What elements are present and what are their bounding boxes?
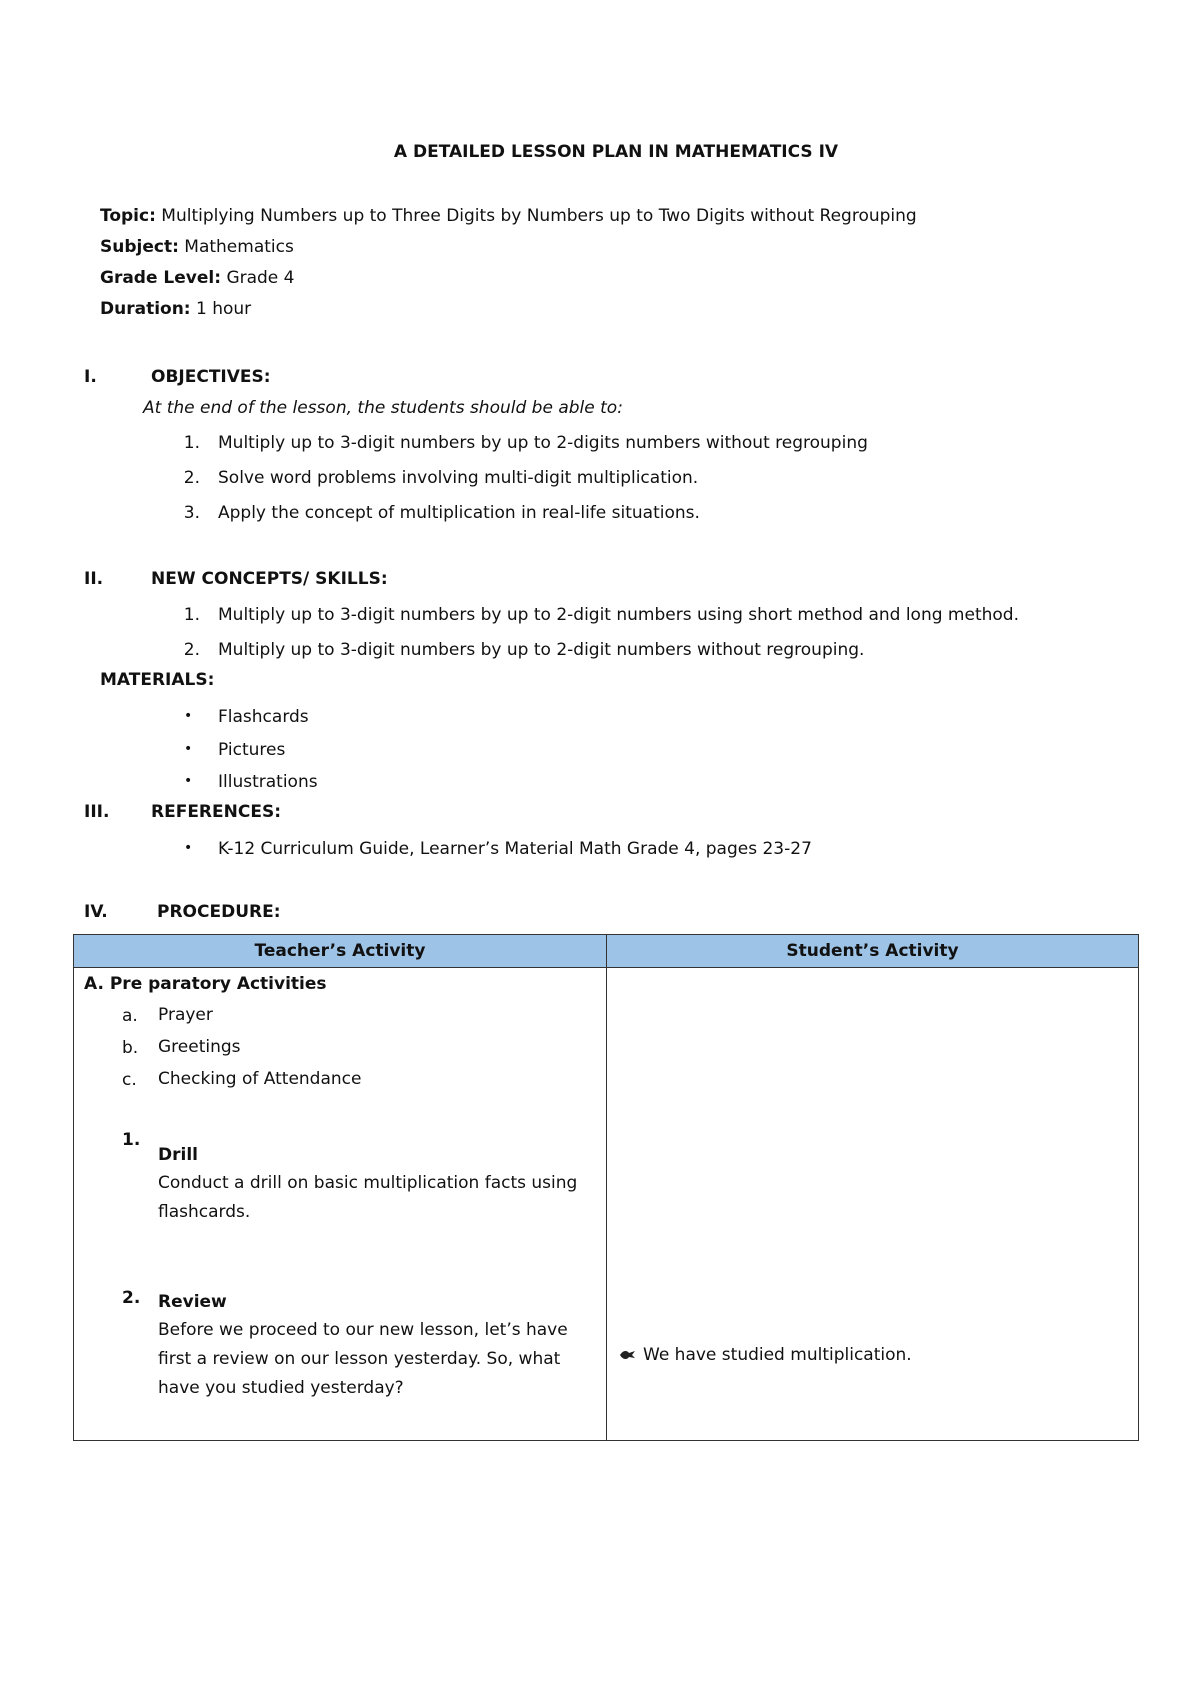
concepts-number: II. <box>84 569 104 589</box>
student-activity-header: Student’s Activity <box>607 935 1139 968</box>
concept-item: Multiply up to 3-digit numbers by up to 2-digit numbers without regrouping. <box>218 640 865 660</box>
drill-number: 1. <box>122 1130 141 1150</box>
prelim-letter: a. <box>122 1006 138 1026</box>
page-title: A DETAILED LESSON PLAN IN MATHEMATICS IV <box>393 142 839 162</box>
objective-number: 2. <box>183 468 200 488</box>
objective-item: Multiply up to 3-digit numbers by up to 2-digits numbers without regrouping <box>218 433 868 453</box>
concept-number: 2. <box>183 640 200 660</box>
student-activity-cell <box>607 968 1139 1441</box>
prelim-letter: b. <box>122 1038 139 1058</box>
procedure-table <box>73 934 1139 1441</box>
section-a-heading: A. Pre paratory Activities <box>84 974 327 994</box>
grade-label: Grade Level: <box>100 268 222 288</box>
teacher-activity-cell <box>74 968 607 1441</box>
subject-label: Subject: <box>100 237 179 257</box>
topic-label: Topic: <box>100 206 156 226</box>
teacher-activity-header: Teacher’s Activity <box>74 935 607 968</box>
subject-line <box>100 237 294 257</box>
objective-item: Solve word problems involving multi-digit multiplication. <box>218 468 699 488</box>
objectives-heading: OBJECTIVES: <box>151 367 271 387</box>
bird-icon <box>619 1348 637 1362</box>
topic-value: Multiplying Numbers up to Three Digits by Numbers up to Two Digits without Regrouping <box>161 206 917 226</box>
subject-value: Mathematics <box>184 237 294 257</box>
bullet-icon: • <box>184 708 193 724</box>
prelim-item: Prayer <box>158 1005 213 1025</box>
duration-label: Duration: <box>100 299 191 319</box>
duration-value: 1 hour <box>196 299 252 319</box>
objective-item: Apply the concept of multiplication in real-life situations. <box>218 503 700 523</box>
material-item: Flashcards <box>218 707 309 727</box>
grade-line <box>100 268 295 288</box>
references-heading: REFERENCES: <box>151 802 281 822</box>
objectives-number: I. <box>84 367 97 387</box>
objectives-intro: At the end of the lesson, the students should be able to: <box>143 398 623 418</box>
concept-item: Multiply up to 3-digit numbers by up to 2-digit numbers using short method and long method. <box>218 605 1019 625</box>
references-number: III. <box>84 802 110 822</box>
review-text: Before we proceed to our new lesson, let’s have first a review on our lesson yesterday. So, what have you studied yesterday? <box>158 1320 568 1398</box>
review-number: 2. <box>122 1288 141 1308</box>
reference-item: K-12 Curriculum Guide, Learner’s Material Math Grade 4, pages 23-27 <box>218 839 812 859</box>
bullet-icon: • <box>184 741 193 757</box>
procedure-heading: PROCEDURE: <box>157 902 281 922</box>
materials-heading: MATERIALS: <box>100 670 215 690</box>
concept-number: 1. <box>183 605 200 625</box>
objective-number: 3. <box>183 503 200 523</box>
topic-line <box>100 206 917 226</box>
duration-line <box>100 299 251 319</box>
grade-value: Grade 4 <box>226 268 295 288</box>
drill-text: Conduct a drill on basic multiplication facts using flashcards. <box>158 1173 578 1222</box>
procedure-number: IV. <box>84 902 108 922</box>
review-title: Review <box>158 1292 227 1312</box>
material-item: Pictures <box>218 740 286 760</box>
bullet-icon: • <box>184 840 193 856</box>
concepts-heading: NEW CONCEPTS/ SKILLS: <box>151 569 388 589</box>
material-item: Illustrations <box>218 772 318 792</box>
prelim-item: Greetings <box>158 1037 241 1057</box>
objective-number: 1. <box>183 433 200 453</box>
prelim-letter: c. <box>122 1070 137 1090</box>
prelim-item: Checking of Attendance <box>158 1069 362 1089</box>
drill-title: Drill <box>158 1145 198 1165</box>
bullet-icon: • <box>184 773 193 789</box>
student-answer: We have studied multiplication. <box>643 1345 912 1365</box>
